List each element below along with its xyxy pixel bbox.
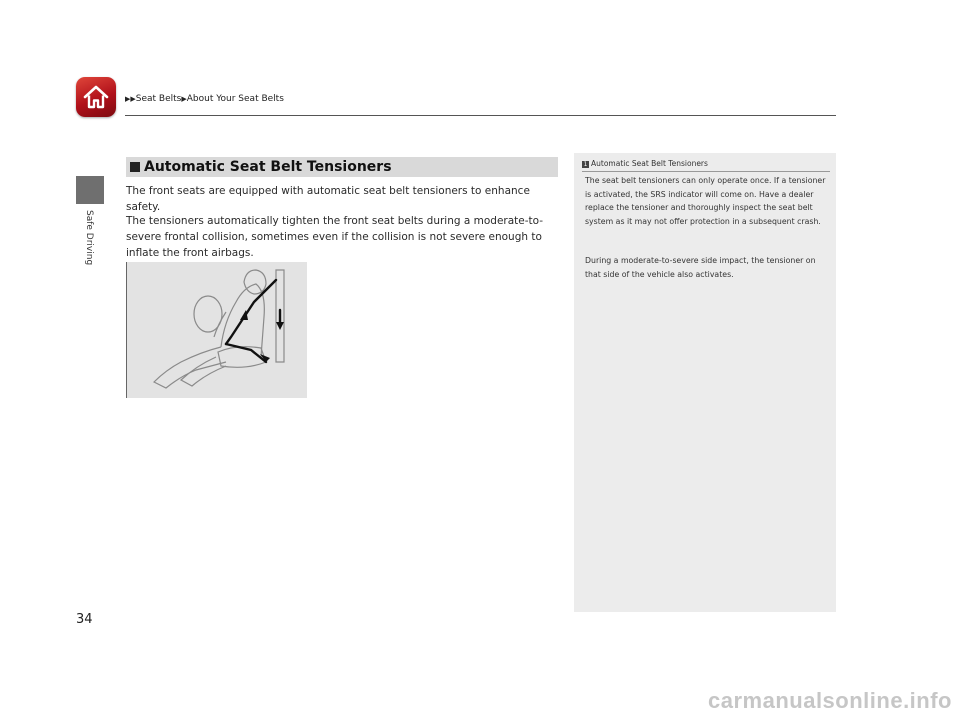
note-paragraph: The seat belt tensioners can only operate once. If a tensioner is activated, the SRS indicator will come on. Have a dealer replace the tensioner and thoroughly inspect the seat belt system as it may not offer protection in a subsequent crash. [585,176,826,226]
home-icon [82,83,110,111]
breadcrumb-arrow-icon: ▶ [181,95,187,103]
note-divider [582,171,830,172]
watermark: carmanualsonline.info [708,688,952,713]
breadcrumb-arrow-icon: ▶ [130,95,136,103]
body-paragraph: The front seats are equipped with automatic seat belt tensioners to enhance safety. [126,185,530,213]
breadcrumb-item-about-seat-belts[interactable]: About Your Seat Belts [186,94,284,104]
section-square-icon [130,162,140,172]
chapter-label: Safe Driving [84,210,94,266]
note-title [582,159,708,168]
seat-belt-tensioner-illustration [126,262,307,398]
sidebar-note-panel [574,153,836,612]
section-title: Automatic Seat Belt Tensioners [144,159,392,175]
page-number: 34 [76,612,93,627]
breadcrumb-item-seat-belts[interactable]: Seat Belts [135,94,182,104]
body-paragraph: The tensioners automatically tighten the front seat belts during a moderate-to-severe frontal collision, sometimes even if the collision is not severe enough to inflate the front airbags. [126,215,544,259]
home-button[interactable] [76,77,116,117]
breadcrumb-arrow-icon: ▶ [125,95,131,103]
note-paragraph: During a moderate-to-severe side impact, the tensioner on that side of the vehicle also activates. [585,256,816,279]
breadcrumb [125,94,284,104]
chapter-tab[interactable] [76,176,104,204]
header-divider [125,115,836,116]
note-title-text: Automatic Seat Belt Tensioners [591,159,708,168]
note-marker-icon: 1 [583,161,588,168]
section-heading [126,157,558,177]
